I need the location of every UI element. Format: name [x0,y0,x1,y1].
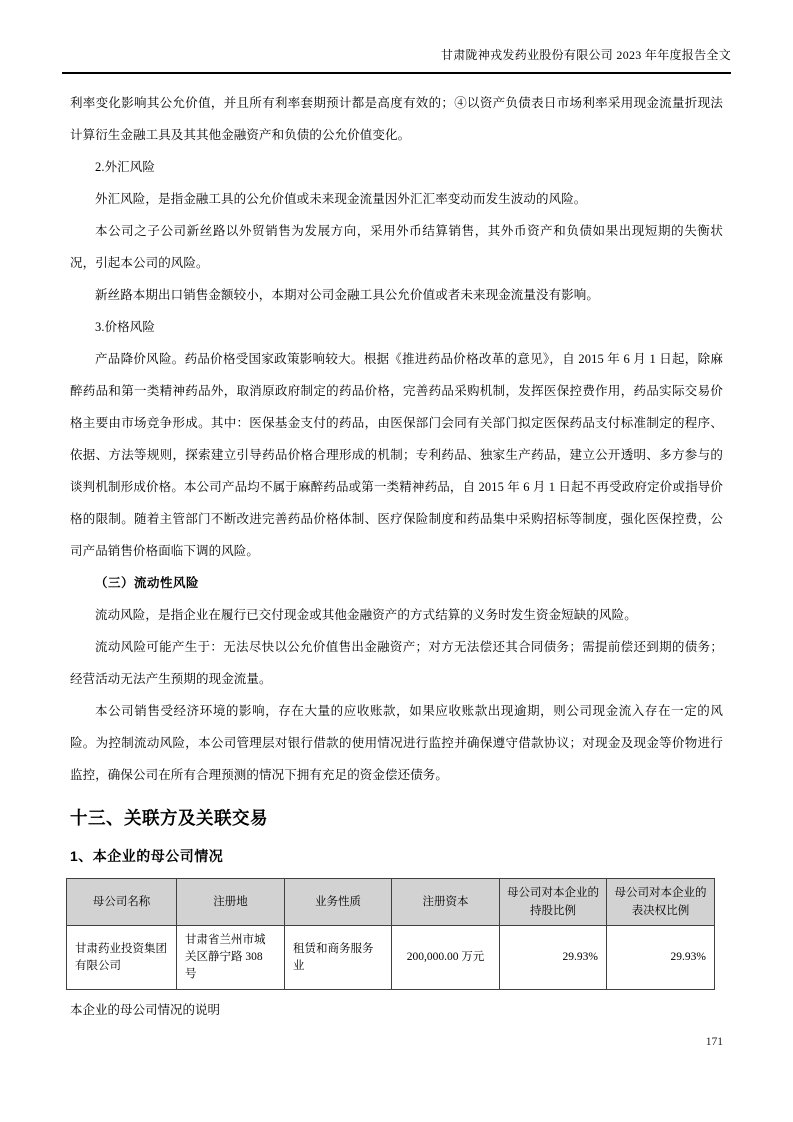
table-header-cell: 业务性质 [285,879,392,926]
body-paragraph: 利率变化影响其公允价值，并且所有利率套期预计都是高度有效的；④以资产负债表日市场利率采用现金流量折现法计算衍生金融工具及其其他金融资产和负债的公允价值变化。 [70,96,723,142]
table-cell-capital: 200,000.00 万元 [392,926,500,990]
report-header-title: 甘肃陇神戎发药业股份有限公司 2023 年年度报告全文 [62,45,731,74]
table-cell-voting-rights: 29.93% [607,926,715,990]
section-heading: 十三、关联方及关联交易 [70,808,268,828]
page-number: 171 [705,1036,723,1048]
body-paragraph: 流动风险，是指企业在履行已交付现金或其他金融资产的方式结算的义务时发生资金短缺的风险。 [95,608,637,622]
table-cell-business-type: 租赁和商务服务业 [285,926,392,990]
table-cell-shareholding: 29.93% [500,926,607,990]
related-party-section [62,805,731,867]
body-paragraph: 本公司之子公司新丝路以外贸销售为发展方向，采用外币结算销售，其外币资产和负债如果出现短期的失衡状况，引起本公司的风险。 [70,224,723,270]
page-content [62,87,731,1020]
subsection-heading: 1、本企业的母公司情况 [70,848,224,864]
body-paragraph: 外汇风险，是指金融工具的公允价值或未来现金流量因外汇汇率变动而发生波动的风险。 [95,192,587,206]
table-header-cell: 注册资本 [392,879,500,926]
parent-company-table [66,878,715,990]
table-note: 本企业的母公司情况的说明 [70,1003,221,1017]
body-paragraph: 产品降价风险。药品价格受国家政策影响较大。根据《推进药品价格改革的意见》，自 2015 年 6 月 1 日起，除麻醉药品和第一类精神药品外，取消原政府制定的药品价格，完善药品采购机制，发挥医保控费作用，药品实际交易价格主要由市场竞争形成。其中：医保基金支付的药品，由医保部门会同有关部门拟定医保药品支付标准制定的程序、依据、方法等规则，探索建立引导药品价格合理形成的机制；专利药品、独家生产药品，建立公开透明、多方参与的谈判机制形成价格。本公司产品均不属于麻醉药品或第一类精神药品，自 2015 年 6 月 1 日起不再受政府定价或指导价格的限制。随着主管部门不断改进完善药品价格体制、医疗保险制度和药品集中采购招标等制度，强化医保控费，公司产品销售价格面临下调的风险。 [70,352,723,558]
table-cell-registered-at: 甘肃省兰州市城关区静宁路 308 号 [177,926,285,990]
body-paragraph: 3.价格风险 [95,320,155,334]
body-paragraph: 流动风险可能产生于：无法尽快以公允价值售出金融资产；对方无法偿还其合同债务；需提前偿还到期的债务；经营活动无法产生预期的现金流量。 [70,640,723,686]
table-header-cell: 母公司对本企业的持股比例 [500,879,607,926]
table-header-cell: 母公司对本企业的表决权比例 [607,879,715,926]
body-paragraph: 新丝路本期出口销售金额较小，本期对公司金融工具公允价值或者未来现金流量没有影响。 [95,288,600,302]
risk-text-block [62,87,731,791]
table-header-cell: 注册地 [177,879,285,926]
table-header-row [67,879,715,926]
liquidity-risk-heading: （三）流动性风险 [95,576,200,590]
table-cell-parent-name: 甘肃药业投资集团有限公司 [67,926,177,990]
table-header-cell: 母公司名称 [67,879,177,926]
table-row [67,926,715,990]
body-paragraph: 2.外汇风险 [95,160,155,174]
body-paragraph: 本公司销售受经济环境的影响，存在大量的应收账款，如果应收账款出现逾期，则公司现金流入存在一定的风险。为控制流动风险，本公司管理层对银行借款的使用情况进行监控并确保遵守借款协议；对现金及现金等价物进行监控，确保公司在所有合理预测的情况下拥有充足的资金偿还债务。 [70,704,723,782]
